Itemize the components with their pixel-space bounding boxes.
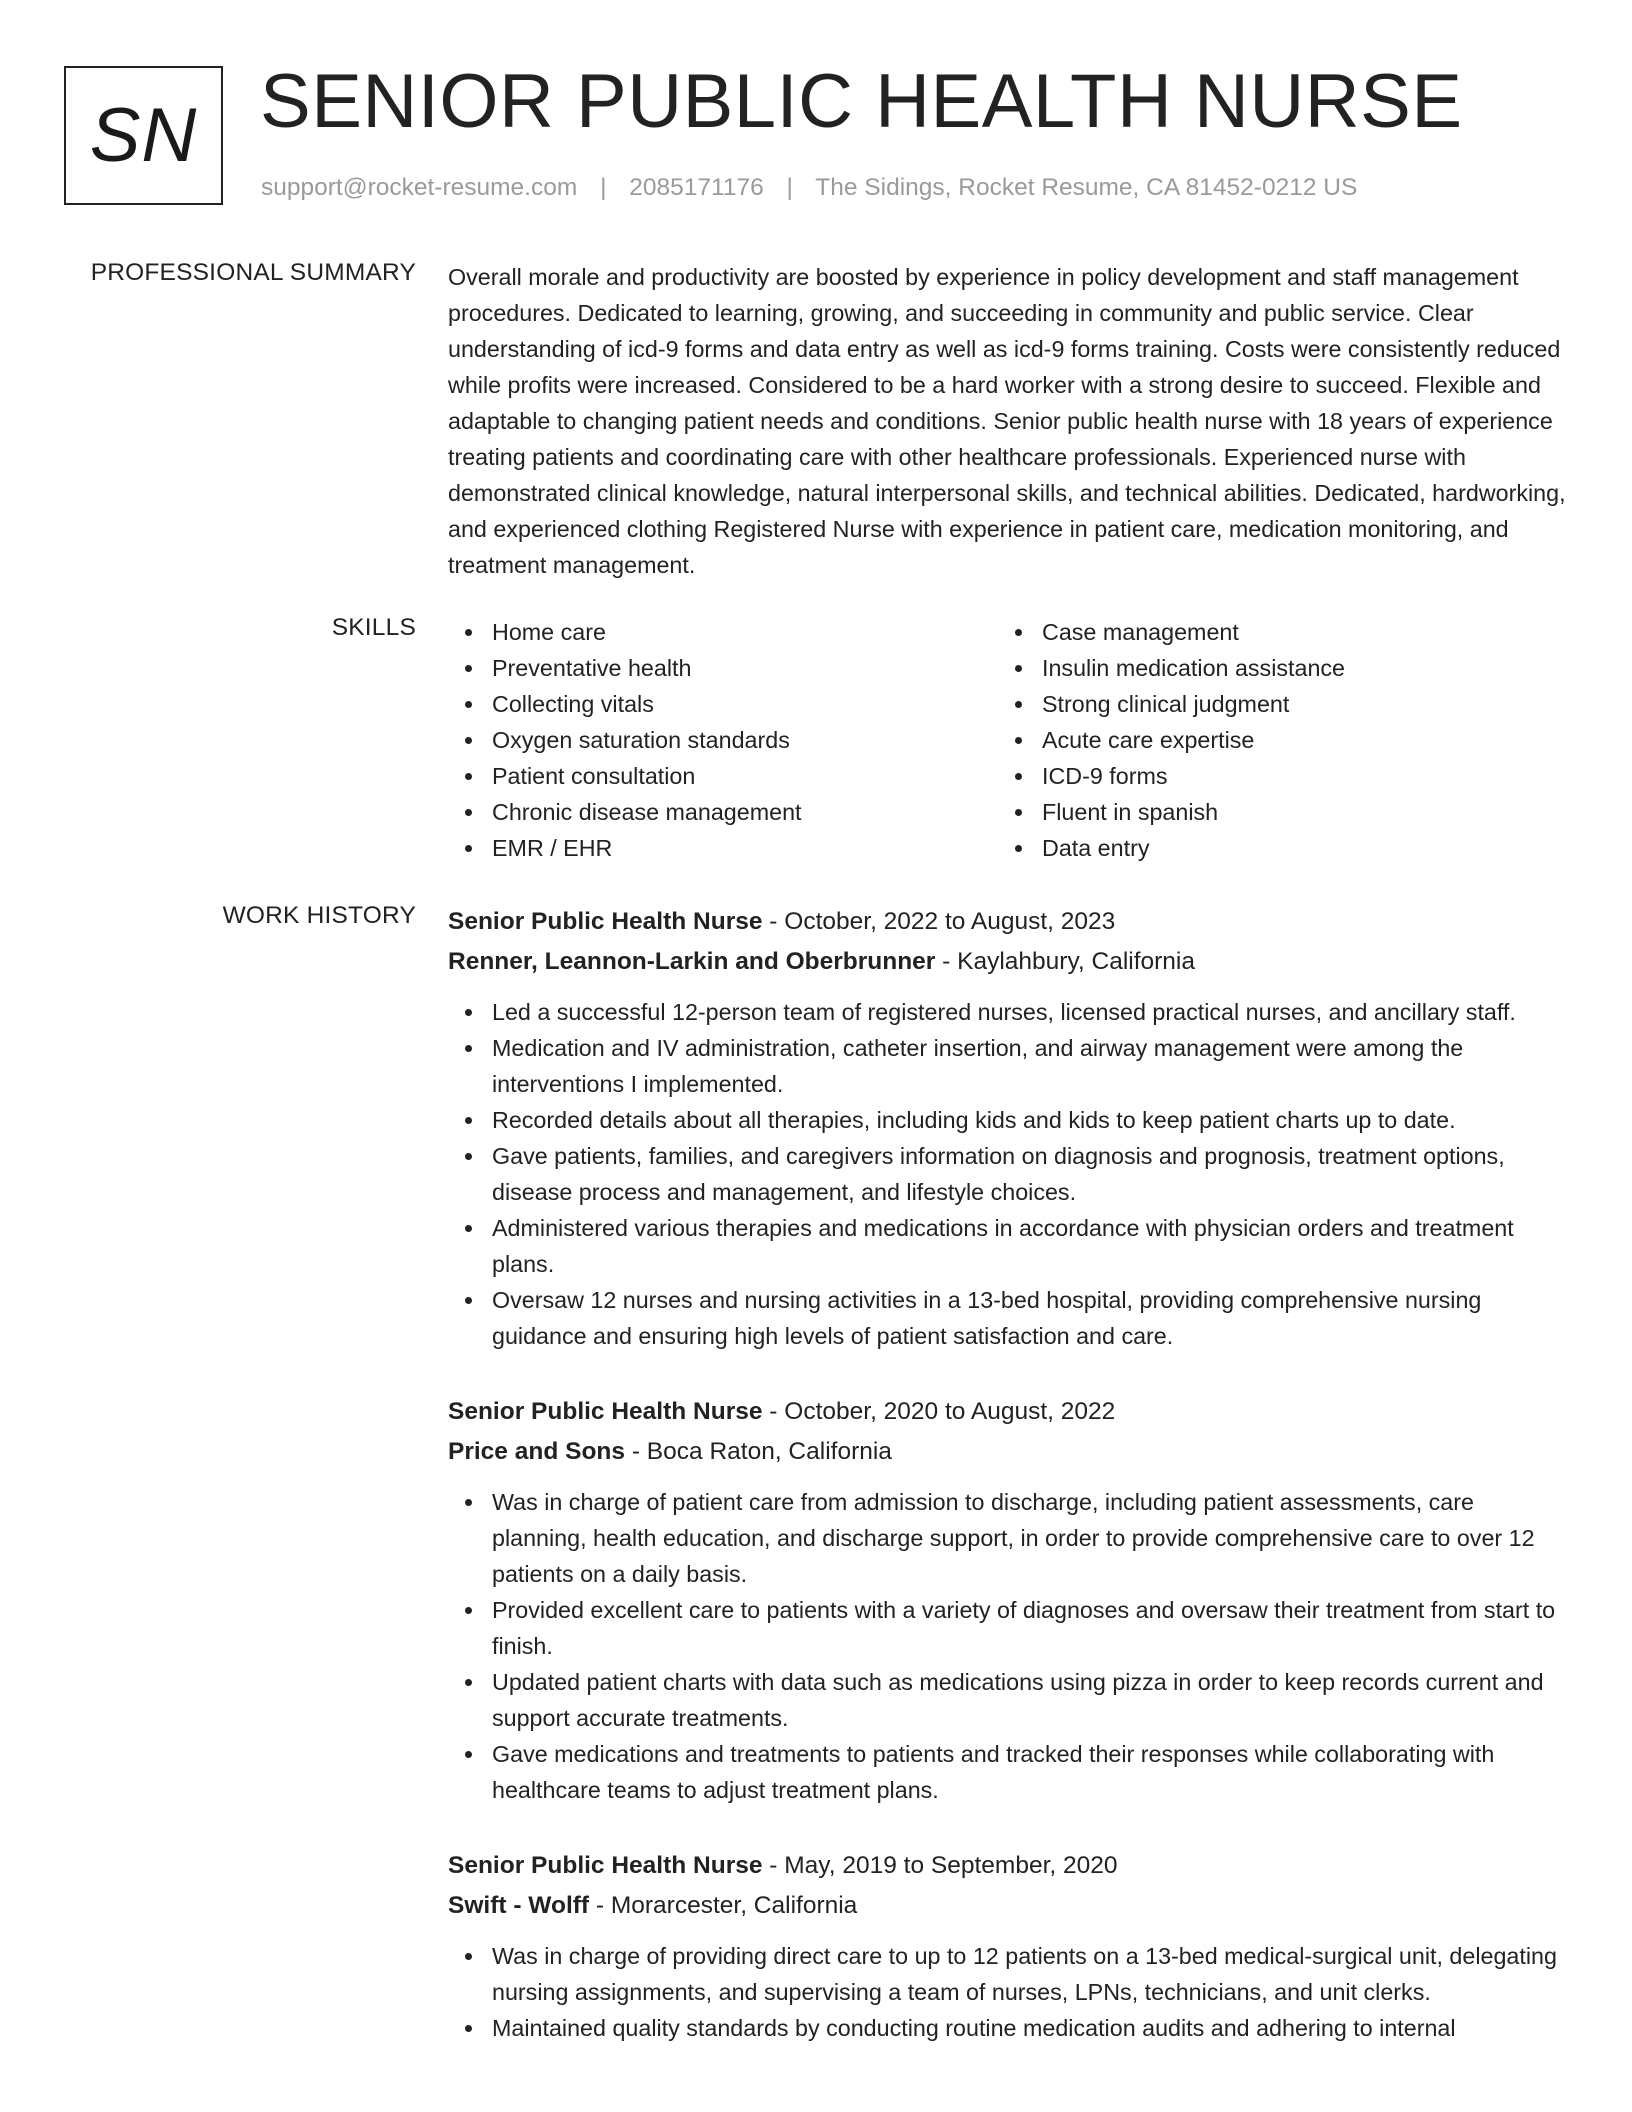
skill-item: Data entry [998, 830, 1548, 866]
job-employer: Swift - Wolff [448, 1892, 590, 1919]
work-history-heading: WORK HISTORY [222, 902, 416, 929]
summary-body [448, 259, 1572, 583]
skills-body [448, 614, 1572, 866]
contact-separator: | [600, 174, 607, 201]
job-duty-item: Led a successful 12-person team of registered nurses, licensed practical nurses, and ancillary staff. [448, 994, 1572, 1030]
skill-item: Case management [998, 614, 1548, 650]
contact-line [261, 174, 1357, 202]
job-duties-list [448, 1938, 1572, 2046]
skill-item: Home care [448, 614, 998, 650]
skill-item: Patient consultation [448, 758, 998, 794]
job-duty-item: Updated patient charts with data such as medications using pizza in order to keep records current and support accurate treatments. [448, 1664, 1572, 1736]
skill-item: Chronic disease management [448, 794, 998, 830]
job-duty-item: Recorded details about all therapies, including kids and kids to keep patient charts up to date. [448, 1102, 1572, 1138]
job-entry [448, 902, 1572, 1354]
job-duty-item: Provided excellent care to patients with a variety of diagnoses and oversaw their treatment from start to finish. [448, 1592, 1572, 1664]
job-employer-line [448, 942, 1572, 982]
job-position: Senior Public Health Nurse [448, 1398, 763, 1425]
job-location: - Boca Raton, California [625, 1438, 892, 1465]
skills-heading: SKILLS [331, 614, 416, 641]
job-location: - Kaylahbury, California [935, 948, 1195, 975]
summary-heading: PROFESSIONAL SUMMARY [90, 259, 416, 286]
job-duty-item: Gave patients, families, and caregivers information on diagnosis and prognosis, treatment options, disease process and management, and lifestyle choices. [448, 1138, 1572, 1210]
job-employer-line [448, 1886, 1572, 1926]
job-duty-item: Oversaw 12 nurses and nursing activities in a 13-bed hospital, providing comprehensive nursing guidance and ensuring high levels of patient satisfaction and care. [448, 1282, 1572, 1354]
contact-phone: 2085171176 [629, 174, 764, 201]
job-title-line [448, 1392, 1572, 1432]
job-duties-list [448, 994, 1572, 1354]
contact-email: support@rocket-resume.com [261, 174, 578, 201]
job-employer: Renner, Leannon-Larkin and Oberbrunner [448, 948, 936, 975]
job-duty-item: Was in charge of patient care from admission to discharge, including patient assessments, care planning, health education, and discharge support, in order to provide comprehensive care to over 12 patients on a daily basis. [448, 1484, 1572, 1592]
skill-item: ICD-9 forms [998, 758, 1548, 794]
contact-separator: | [786, 174, 793, 201]
candidate-name: SENIOR PUBLIC HEALTH NURSE [260, 59, 1463, 144]
summary-text: Overall morale and productivity are boosted by experience in policy development and staff management procedures. Dedicated to learning, growing, and succeeding in community and public service. Clear understanding of icd-9 forms and data entry as well as icd-9 forms training. Costs were consistently reduced while profits were increased. Considered to be a hard worker with a strong desire to succeed. Flexible and adaptable to changing patient needs and conditions. Senior public health nurse with 18 years of experience treating patients and coordinating care with other healthcare professionals. Experienced nurse with demonstrated clinical knowledge, natural interpersonal skills, and technical abilities. Dedicated, hardworking, and experienced clothing Registered Nurse with experience in patient care, medication monitoring, and treatment management. [448, 264, 1566, 578]
job-employer: Price and Sons [448, 1438, 626, 1465]
job-duty-item: Gave medications and treatments to patients and tracked their responses while collaborating with healthcare teams to adjust treatment plans. [448, 1736, 1572, 1808]
skill-item: Oxygen saturation standards [448, 722, 998, 758]
job-position: Senior Public Health Nurse [448, 908, 763, 935]
job-duty-item: Medication and IV administration, catheter insertion, and airway management were among the interventions I implemented. [448, 1030, 1572, 1102]
skill-item: Insulin medication assistance [998, 650, 1548, 686]
skill-item: Strong clinical judgment [998, 686, 1548, 722]
job-dates: - May, 2019 to September, 2020 [762, 1852, 1118, 1879]
job-dates: - October, 2020 to August, 2022 [762, 1398, 1116, 1425]
job-location: - Morarcester, California [589, 1892, 858, 1919]
job-dates: - October, 2022 to August, 2023 [762, 908, 1116, 935]
skills-list-left [448, 614, 998, 866]
work-history-body [448, 902, 1572, 2084]
contact-address: The Sidings, Rocket Resume, CA 81452-0212 US [815, 174, 1358, 201]
skill-item: Collecting vitals [448, 686, 998, 722]
skill-item: EMR / EHR [448, 830, 998, 866]
job-duties-list [448, 1484, 1572, 1808]
job-entry [448, 1392, 1572, 1808]
monogram-logo: SN [64, 66, 223, 205]
job-duty-item: Maintained quality standards by conducting routine medication audits and adhering to internal [448, 2010, 1572, 2046]
job-entry [448, 1846, 1572, 2046]
skills-list-right [998, 614, 1548, 866]
job-duty-item: Was in charge of providing direct care to up to 12 patients on a 13-bed medical-surgical unit, delegating nursing assignments, and supervising a team of nurses, LPNs, technicians, and unit clerks. [448, 1938, 1572, 2010]
job-duty-item: Administered various therapies and medications in accordance with physician orders and treatment plans. [448, 1210, 1572, 1282]
job-title-line [448, 902, 1572, 942]
job-employer-line [448, 1432, 1572, 1472]
job-position: Senior Public Health Nurse [448, 1852, 763, 1879]
skill-item: Fluent in spanish [998, 794, 1548, 830]
skill-item: Preventative health [448, 650, 998, 686]
skill-item: Acute care expertise [998, 722, 1548, 758]
job-title-line [448, 1846, 1572, 1886]
